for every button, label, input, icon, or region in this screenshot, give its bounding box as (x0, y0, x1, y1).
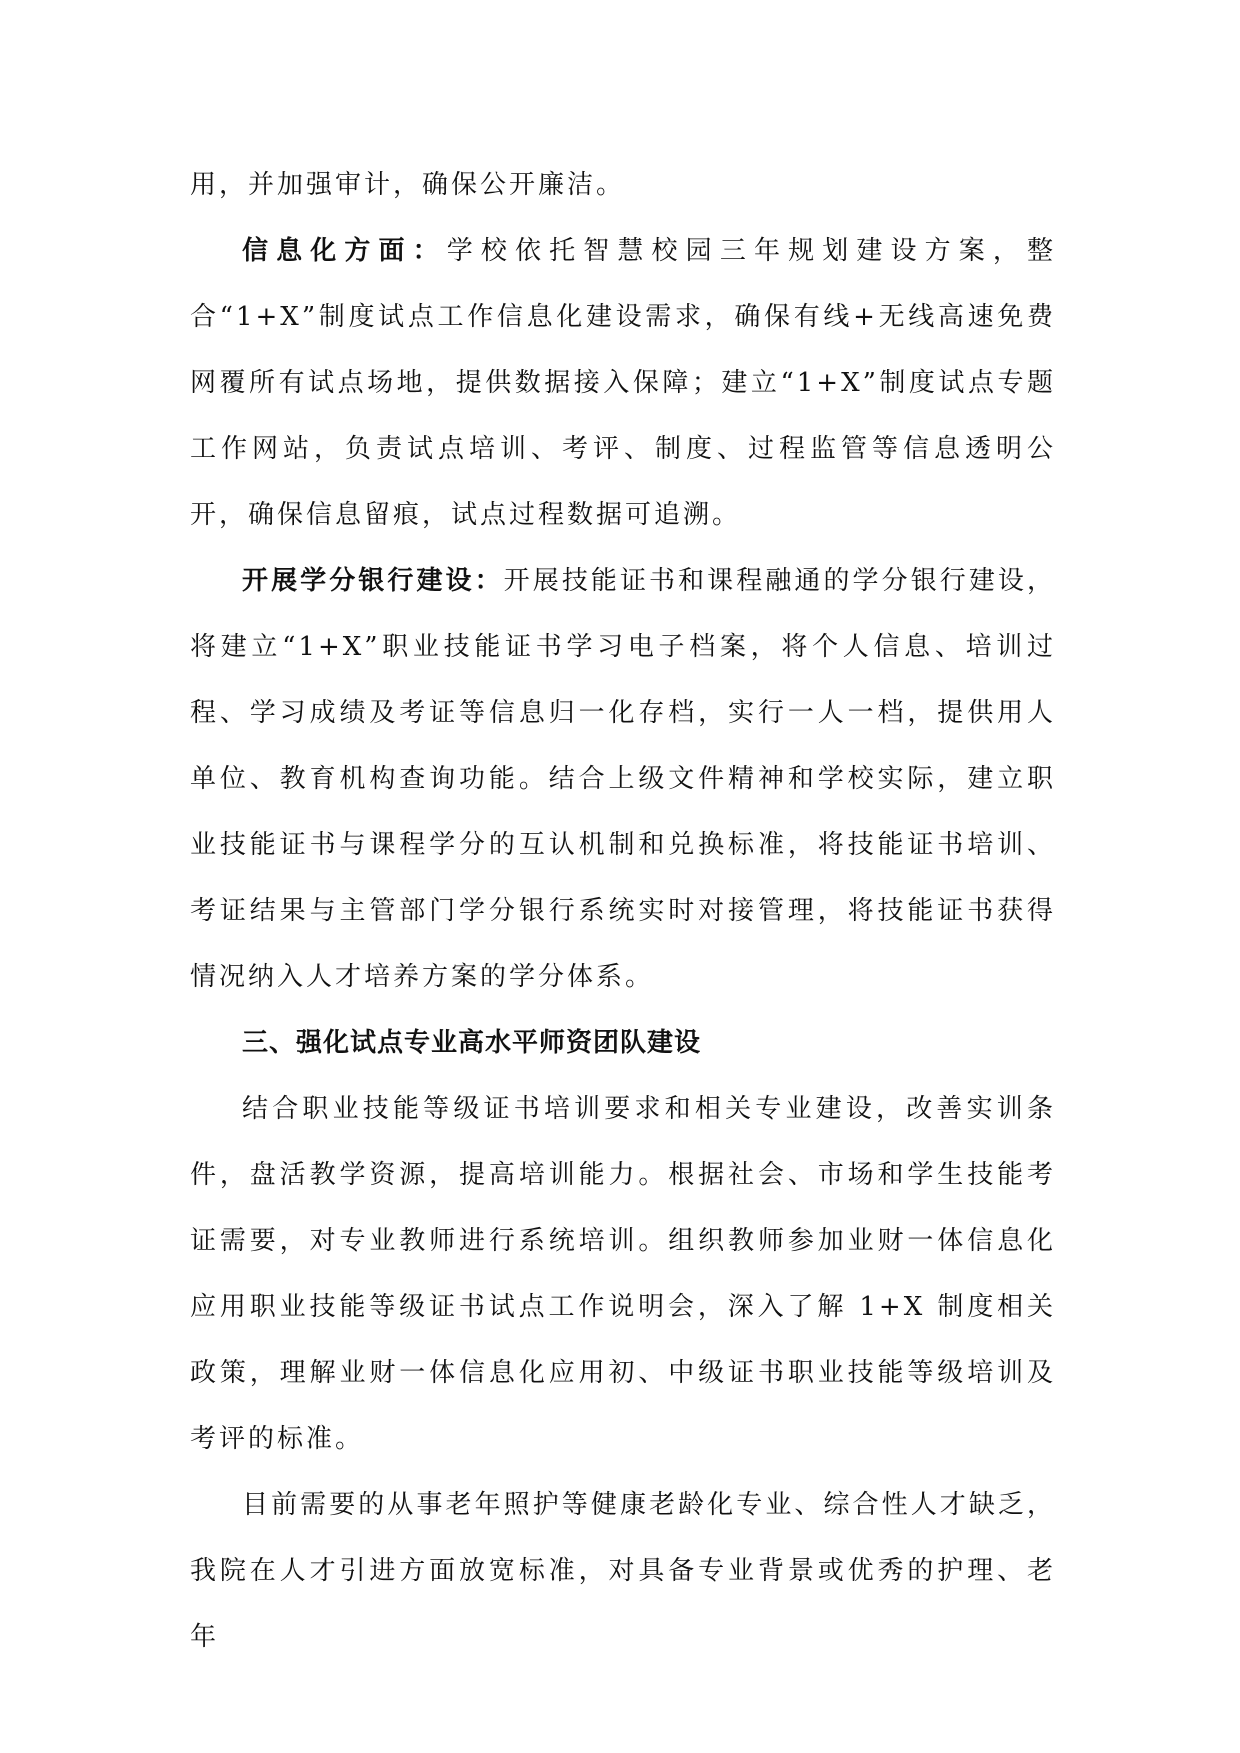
paragraph-lead-informatization: 信息化方面： (242, 236, 447, 266)
paragraph-talent: 目前需要的从事老年照护等健康老龄化专业、综合性人才缺乏，我院在人才引进方面放宽标准，对具备专业背景或优秀的护理、老年 (190, 1490, 1056, 1652)
document-body (190, 152, 1056, 1670)
paragraph-lead-credit-bank: 开展学分银行建设： (242, 566, 504, 596)
paragraph-body-informatization: 学校依托智慧校园三年规划建设方案，整合“1+X”制度试点工作信息化建设需求，确保有线+无线高速免费网覆所有试点场地，提供数据接入保障；建立“1+X”制度试点专题工作网站，负责试点培训、考评、制度、过程监管等信息透明公开，确保信息留痕，试点过程数据可追溯。 (190, 236, 1056, 530)
paragraph-informatization (190, 218, 1056, 548)
paragraph-credit-bank (190, 548, 1056, 1010)
section-heading: 三、强化试点专业高水平师资团队建设 (242, 1028, 702, 1058)
paragraph-training: 结合职业技能等级证书培训要求和相关专业建设，改善实训条件，盘活教学资源，提高培训能力。根据社会、市场和学生技能考证需要，对专业教师进行系统培训。组织教师参加业财一体信息化应用职业技能等级证书试点工作说明会，深入了解 1+X 制度相关政策，理解业财一体信息化应用初、中级证书职业技能等级培训及考评的标准。 (190, 1094, 1056, 1454)
paragraph-continuation: 用，并加强审计，确保公开廉洁。 (190, 170, 626, 200)
paragraph-body-credit-bank: 开展技能证书和课程融通的学分银行建设，将建立“1+X”职业技能证书学习电子档案，将个人信息、培训过程、学习成绩及考证等信息归一化存档，实行一人一档，提供用人单位、教育机构查询功能。结合上级文件精神和学校实际，建立职业技能证书与课程学分的互认机制和兑换标准，将技能证书培训、考证结果与主管部门学分银行系统实时对接管理，将技能证书获得情况纳入人才培养方案的学分体系。 (190, 566, 1056, 992)
